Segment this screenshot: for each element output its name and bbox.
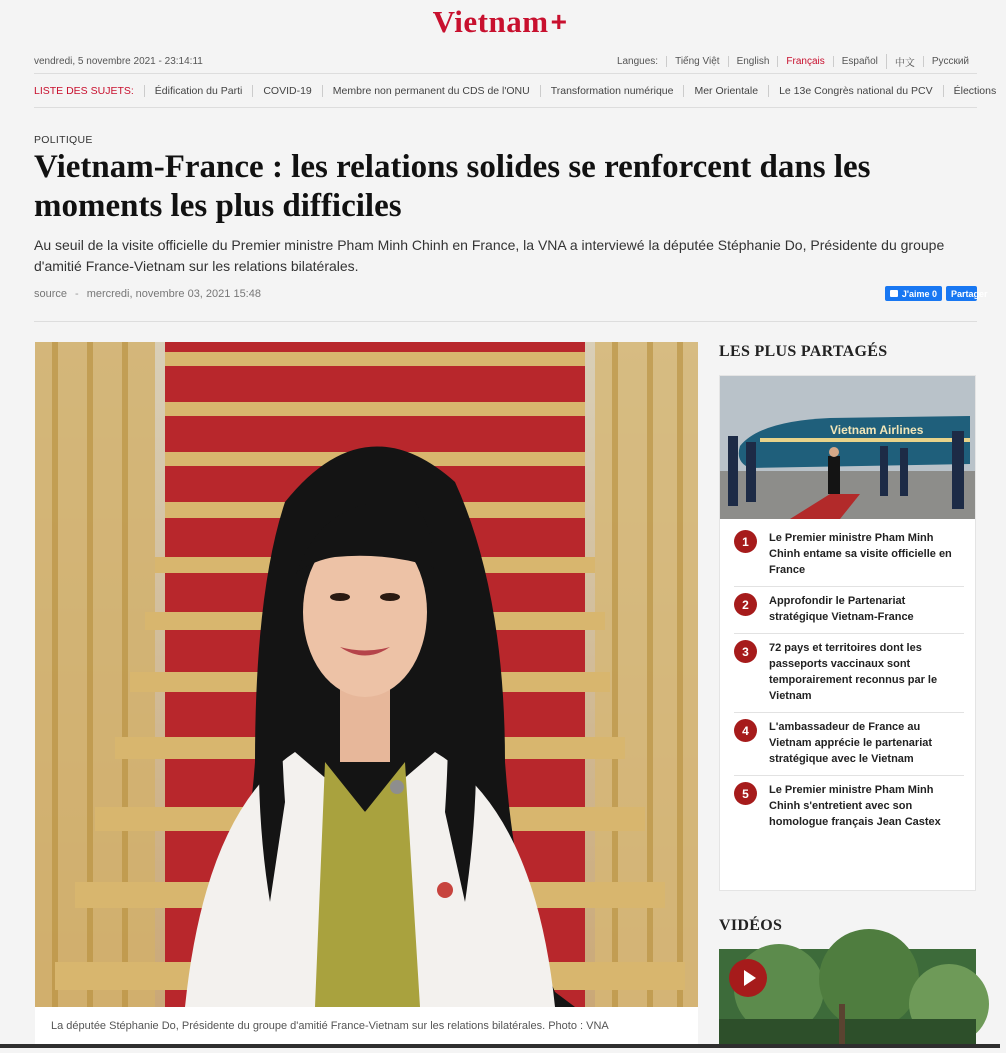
facebook-like-button[interactable] — [885, 286, 942, 301]
language-switcher — [617, 54, 977, 69]
article-main-image[interactable] — [35, 342, 698, 1007]
article-date: mercredi, novembre 03, 2021 15:48 — [86, 288, 261, 300]
article-meta — [34, 287, 977, 301]
lang-french[interactable]: Français — [777, 56, 832, 67]
list-item-title[interactable]: Approfondir le Partenariat stratégique Vietnam-France — [769, 595, 914, 623]
list-item-title[interactable]: Le Premier ministre Pham Minh Chinh s'entretient avec son homologue français Jean Castex — [769, 784, 941, 828]
image-caption: La députée Stéphanie Do, Présidente du groupe d'amitié France-Vietnam sur les relations bilatérales. Photo : VNA — [51, 1020, 609, 1032]
topic-link[interactable]: Transformation numérique — [540, 85, 684, 97]
article-title: Vietnam-France : les relations solides se renforcent dans les moments les plus difficiles — [34, 149, 871, 224]
divider — [34, 107, 977, 108]
play-icon[interactable] — [729, 959, 767, 997]
list-item[interactable] — [734, 776, 964, 838]
lang-russian[interactable]: Русский — [923, 56, 977, 67]
topic-link[interactable]: Le 13e Congrès national du PCV — [768, 85, 943, 97]
rank-badge: 4 — [734, 719, 757, 742]
topic-link[interactable]: Élections — [943, 85, 1006, 97]
lang-english[interactable]: English — [728, 56, 778, 67]
current-date: vendredi, 5 novembre 2021 - 23:14:11 — [34, 55, 203, 67]
languages-label: Langues: — [616, 55, 659, 67]
most-shared-photo[interactable] — [720, 376, 975, 519]
meta-separator: - — [75, 288, 79, 300]
topic-link[interactable]: Édification du Parti — [144, 85, 253, 97]
list-item-title[interactable]: Le Premier ministre Pham Minh Chinh entame sa visite officielle en France — [769, 532, 952, 576]
share-label: Partager — [951, 288, 988, 299]
logo-wordmark[interactable] — [433, 4, 568, 40]
list-item[interactable] — [734, 587, 964, 634]
rank-badge: 3 — [734, 640, 757, 663]
airport-photo — [720, 376, 975, 519]
image-caption-box — [35, 1007, 698, 1048]
list-item-title[interactable]: L'ambassadeur de France au Vietnam apprécie le partenariat stratégique avec le Vietnam — [769, 721, 933, 765]
videos-heading: VIDÉOS — [719, 917, 783, 934]
list-item[interactable] — [734, 524, 964, 587]
topic-link[interactable]: Mer Orientale — [683, 85, 768, 97]
divider — [34, 73, 977, 74]
most-shared-heading: LES PLUS PARTAGÉS — [719, 343, 888, 360]
lang-spanish[interactable]: Español — [833, 56, 886, 67]
most-shared-list — [734, 524, 964, 838]
like-label: J'aime 0 — [901, 288, 937, 299]
topics-label: LISTE DES SUJETS: — [34, 85, 134, 97]
topics-bar — [34, 80, 997, 102]
list-item-title[interactable]: 72 pays et territoires dont les passeports vaccinaux sont temporairement reconnus par le Vietnam — [769, 642, 938, 702]
article-source: source — [34, 288, 68, 300]
article-category[interactable]: POLITIQUE — [34, 134, 93, 146]
top-bar — [34, 51, 977, 71]
most-shared-card — [719, 375, 976, 891]
rank-badge: 2 — [734, 593, 757, 616]
lang-chinese[interactable]: 中文 — [886, 54, 923, 69]
thumbs-up-icon — [890, 290, 898, 297]
logo-plus-icon: + — [550, 6, 568, 37]
topic-link[interactable]: Membre non permanent du CDS de l'ONU — [322, 85, 540, 97]
rank-badge: 5 — [734, 782, 757, 805]
browser-scrollbar[interactable] — [0, 1044, 1000, 1048]
logo-text: Vietnam — [432, 4, 549, 39]
rank-badge: 1 — [734, 530, 757, 553]
social-buttons — [885, 286, 988, 301]
list-item[interactable] — [734, 634, 964, 713]
lang-vietnamese[interactable]: Tiếng Việt — [666, 56, 727, 67]
video-thumbnail[interactable] — [719, 949, 976, 1048]
article-lead: Au seuil de la visite officielle du Premier ministre Pham Minh Chinh en France, la VNA a interviewé la députée Stéphanie Do, Présidente du groupe d'amitié France-Vietnam sur les relations bilatérales. — [34, 237, 945, 274]
portrait-photo — [35, 342, 698, 1007]
list-item[interactable] — [734, 713, 964, 776]
topic-link[interactable]: COVID-19 — [252, 85, 321, 97]
facebook-share-button[interactable] — [946, 286, 988, 301]
divider — [34, 321, 977, 322]
site-logo[interactable] — [0, 4, 1000, 40]
airline-livery-text: Vietnam Airlines — [830, 423, 924, 437]
